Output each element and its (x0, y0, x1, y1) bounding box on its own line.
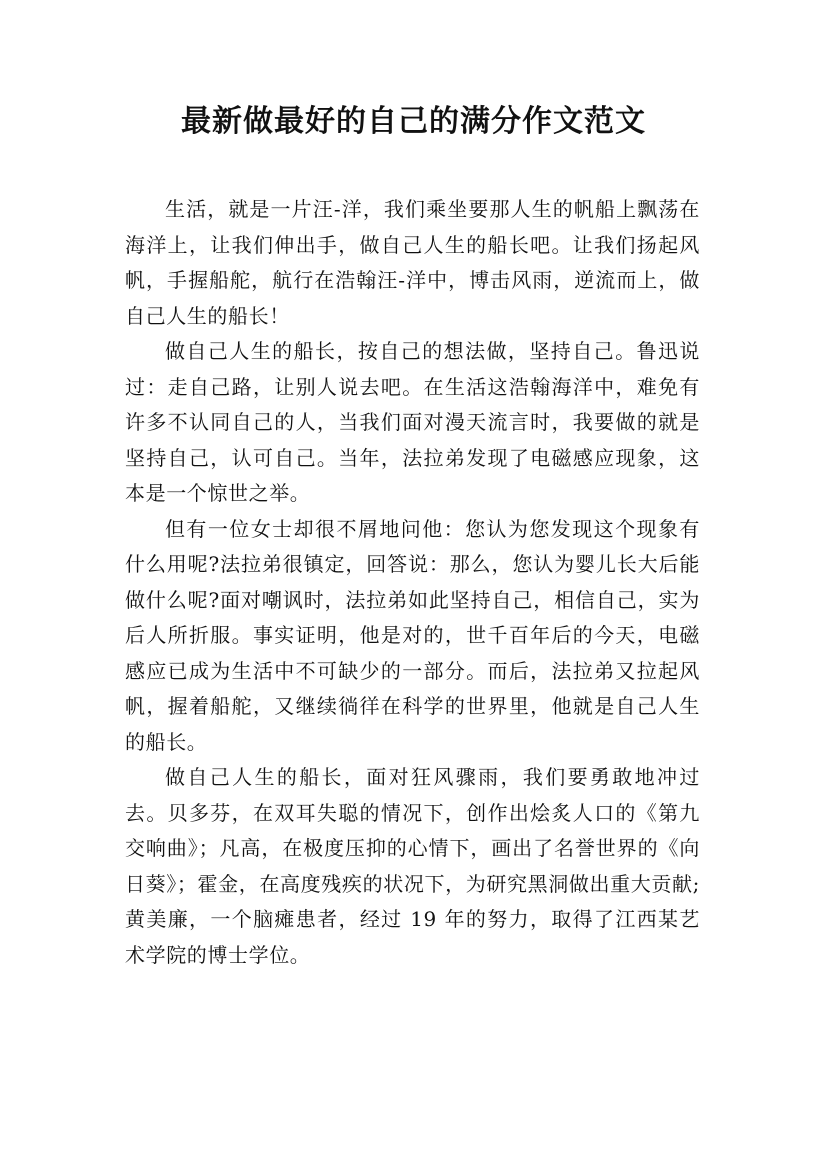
paragraph: 但有一位女士却很不屑地问他：您认为您发现这个现象有什么用呢?法拉弟很镇定，回答说：那么，您认为婴儿长大后能做什么呢?面对嘲讽时，法拉弟如此坚持自己，相信自己，实为后人所折服。事实证明，他是对的，世千百年后的今天，电磁感应已成为生活中不可缺少的一部分。而后，法拉弟又拉起风帆，握着船舵，又继续徜徉在科学的世界里，他就是自己人生的船长。 (125, 516, 700, 754)
paragraph: 做自己人生的船长，按自己的想法做，坚持自己。鲁迅说过：走自己路，让别人说去吧。在生活这浩翰海洋中，难免有许多不认同自己的人，当我们面对漫天流言时，我要做的就是坚持自己，认可自己。当年，法拉弟发现了电磁感应现象，这本是一个惊世之举。 (125, 339, 700, 505)
paragraph: 生活，就是一片汪-洋，我们乘坐要那人生的帆船上飘荡在海洋上，让我们伸出手，做自己人生的船长吧。让我们扬起风帆，手握船舵，航行在浩翰汪-洋中，博击风雨，逆流而上，做自己人生的船长！ (125, 197, 700, 328)
paragraph: 做自己人生的船长，面对狂风骤雨，我们要勇敢地冲过去。贝多芬，在双耳失聪的情况下，创作出烩炙人口的《第九交响曲》；凡高，在极度压抑的心情下，画出了名誉世界的《向日葵》；霍金，在高度残疾的状况下，为研究黑洞做出重大贡献;黄美廉，一个脑瘫患者，经过 19 年的努力，取得了江西某艺术学院的博士学位。 (125, 765, 700, 967)
document-title: 最新做最好的自己的满分作文范文 (181, 104, 646, 139)
document-body (125, 192, 700, 973)
